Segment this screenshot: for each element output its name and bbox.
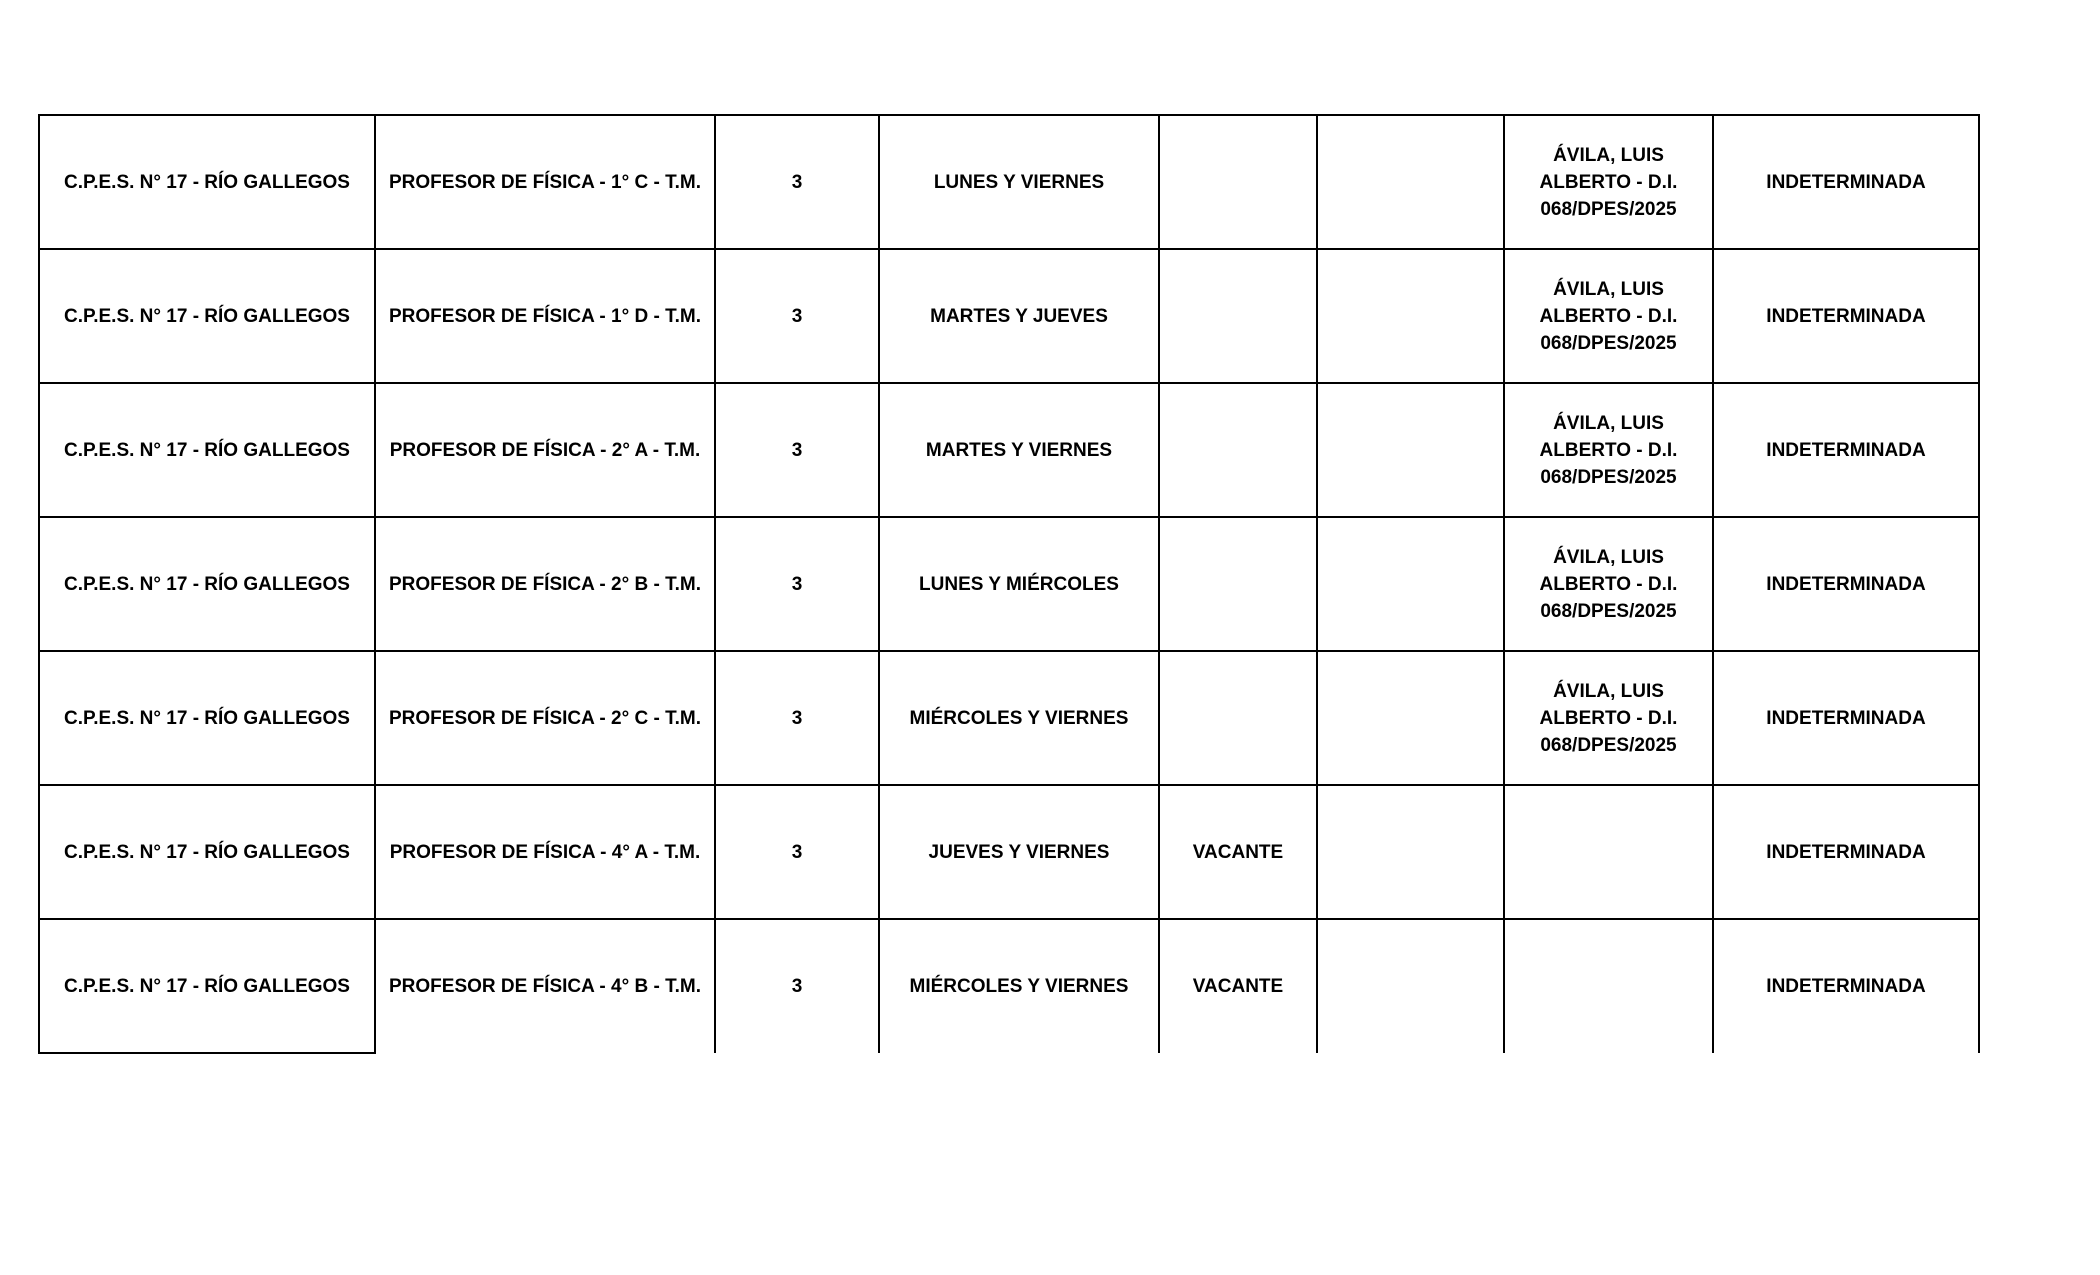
table-row (39, 383, 1979, 517)
days-cell: LUNES Y MIÉRCOLES (879, 517, 1159, 651)
institution-cell: C.P.E.S. N° 17 - RÍO GALLEGOS (39, 919, 375, 1053)
situation-cell: INDETERMINADA (1713, 249, 1979, 383)
institution-cell: C.P.E.S. N° 17 - RÍO GALLEGOS (39, 383, 375, 517)
positions-table (38, 114, 1980, 1054)
hours-cell: 3 (715, 249, 879, 383)
teacher-cell (1504, 785, 1713, 919)
table-row (39, 651, 1979, 785)
table-row (39, 249, 1979, 383)
status-cell: VACANTE (1159, 919, 1317, 1053)
situation-cell: INDETERMINADA (1713, 785, 1979, 919)
table-row (39, 919, 1979, 1053)
position-cell: PROFESOR DE FÍSICA - 2° A - T.M. (375, 383, 715, 517)
institution-cell: C.P.E.S. N° 17 - RÍO GALLEGOS (39, 651, 375, 785)
teacher-cell: ÁVILA, LUIS ALBERTO - D.I. 068/DPES/2025 (1504, 115, 1713, 249)
position-cell: PROFESOR DE FÍSICA - 1° D - T.M. (375, 249, 715, 383)
status-cell (1159, 249, 1317, 383)
table-row (39, 517, 1979, 651)
days-cell: MIÉRCOLES Y VIERNES (879, 919, 1159, 1053)
hours-cell: 3 (715, 651, 879, 785)
position-cell: PROFESOR DE FÍSICA - 1° C - T.M. (375, 115, 715, 249)
hours-cell: 3 (715, 517, 879, 651)
status-cell (1159, 517, 1317, 651)
empty-cell (1317, 785, 1504, 919)
days-cell: LUNES Y VIERNES (879, 115, 1159, 249)
situation-cell: INDETERMINADA (1713, 919, 1979, 1053)
position-cell: PROFESOR DE FÍSICA - 2° C - T.M. (375, 651, 715, 785)
empty-cell (1317, 115, 1504, 249)
empty-cell (1317, 919, 1504, 1053)
situation-cell: INDETERMINADA (1713, 517, 1979, 651)
hours-cell: 3 (715, 115, 879, 249)
status-cell (1159, 651, 1317, 785)
empty-cell (1317, 517, 1504, 651)
hours-cell: 3 (715, 383, 879, 517)
teacher-cell (1504, 919, 1713, 1053)
situation-cell: INDETERMINADA (1713, 383, 1979, 517)
position-cell: PROFESOR DE FÍSICA - 2° B - T.M. (375, 517, 715, 651)
position-cell: PROFESOR DE FÍSICA - 4° B - T.M. (375, 919, 715, 1053)
hours-cell: 3 (715, 919, 879, 1053)
spreadsheet-page (38, 114, 1980, 1054)
table-row (39, 115, 1979, 249)
status-cell (1159, 115, 1317, 249)
days-cell: MARTES Y JUEVES (879, 249, 1159, 383)
status-cell: VACANTE (1159, 785, 1317, 919)
teacher-cell: ÁVILA, LUIS ALBERTO - D.I. 068/DPES/2025 (1504, 249, 1713, 383)
days-cell: JUEVES Y VIERNES (879, 785, 1159, 919)
days-cell: MARTES Y VIERNES (879, 383, 1159, 517)
empty-cell (1317, 249, 1504, 383)
teacher-cell: ÁVILA, LUIS ALBERTO - D.I. 068/DPES/2025 (1504, 651, 1713, 785)
table-row (39, 785, 1979, 919)
institution-cell: C.P.E.S. N° 17 - RÍO GALLEGOS (39, 517, 375, 651)
institution-cell: C.P.E.S. N° 17 - RÍO GALLEGOS (39, 115, 375, 249)
position-cell: PROFESOR DE FÍSICA - 4° A - T.M. (375, 785, 715, 919)
situation-cell: INDETERMINADA (1713, 115, 1979, 249)
teacher-cell: ÁVILA, LUIS ALBERTO - D.I. 068/DPES/2025 (1504, 517, 1713, 651)
status-cell (1159, 383, 1317, 517)
teacher-cell: ÁVILA, LUIS ALBERTO - D.I. 068/DPES/2025 (1504, 383, 1713, 517)
institution-cell: C.P.E.S. N° 17 - RÍO GALLEGOS (39, 249, 375, 383)
empty-cell (1317, 383, 1504, 517)
hours-cell: 3 (715, 785, 879, 919)
days-cell: MIÉRCOLES Y VIERNES (879, 651, 1159, 785)
empty-cell (1317, 651, 1504, 785)
situation-cell: INDETERMINADA (1713, 651, 1979, 785)
institution-cell: C.P.E.S. N° 17 - RÍO GALLEGOS (39, 785, 375, 919)
